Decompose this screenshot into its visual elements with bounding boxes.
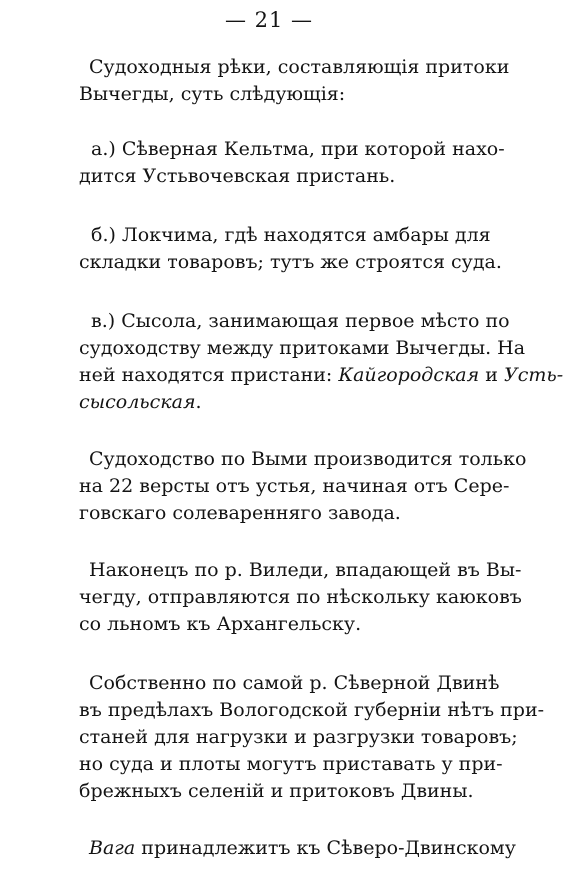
- paragraph-item-v: [79, 308, 563, 416]
- paragraph-northern-dvina: [79, 670, 545, 805]
- page-number: — 21 —: [224, 8, 314, 32]
- text-line: чегду, отправляются по нѣскольку каюковъ: [79, 586, 522, 608]
- text-line: в.) Сысола, занимающая первое мѣсто по: [91, 310, 510, 332]
- paragraph-vym: [79, 446, 527, 527]
- page-body: [79, 54, 563, 862]
- text-line: Судоходныя рѣки, составляющія притоки: [89, 56, 510, 78]
- paragraph-viled: [79, 557, 522, 638]
- text-line: [79, 389, 487, 416]
- text-segment: ней находятся пристани:: [79, 364, 339, 386]
- text-line: складки товаровъ; тутъ же строятся суда.: [79, 251, 502, 273]
- text-line: въ предѣлахъ Вологодской губерніи нѣтъ при-: [79, 699, 545, 721]
- text-line: Вычегды, суть слѣдующія:: [79, 83, 346, 105]
- text-line: станей для нагрузки и разгрузки товаровъ;: [79, 726, 518, 748]
- text-line: Судоходство по Выми производится только: [89, 448, 527, 470]
- paragraph-vaga: [79, 835, 516, 862]
- text-line: на 22 версты отъ устья, начиная отъ Сере-: [79, 475, 510, 497]
- text-segment: .: [195, 391, 202, 413]
- italic-place-name: Усть-: [503, 364, 563, 386]
- text-segment: и: [479, 364, 504, 386]
- paragraph-tributaries-intro: [79, 54, 510, 108]
- text-line: а.) Сѣверная Кельтма, при которой нахо-: [91, 138, 505, 160]
- text-line: брежныхъ селеній и притоковъ Двины.: [79, 780, 474, 802]
- text-line: Собственно по самой р. Сѣверной Двинѣ: [89, 672, 500, 694]
- text-line: говскаго солеваренняго завода.: [79, 502, 401, 524]
- text-line: б.) Локчима, гдѣ находятся амбары для: [91, 224, 491, 246]
- text-line: судоходству между притоками Вычегды. На: [79, 337, 526, 359]
- text-line: [79, 362, 563, 389]
- paragraph-item-a: [79, 136, 505, 190]
- text-line: Наконецъ по р. Виледи, впадающей въ Вы-: [89, 559, 522, 581]
- italic-place-name: сысольская: [79, 391, 196, 413]
- text-line: со льномъ къ Архангельску.: [79, 613, 362, 635]
- text-line: дится Устьвочевская пристань.: [79, 165, 396, 187]
- text-segment: принадлежитъ къ Сѣверо-Двинскому: [135, 837, 516, 859]
- italic-place-name: Кайгородская: [338, 364, 480, 386]
- italic-river-name: Вага: [89, 837, 136, 859]
- paragraph-item-b: [79, 222, 502, 276]
- text-line: но суда и плоты могутъ приставать у при-: [79, 753, 503, 775]
- text-line: [79, 835, 516, 862]
